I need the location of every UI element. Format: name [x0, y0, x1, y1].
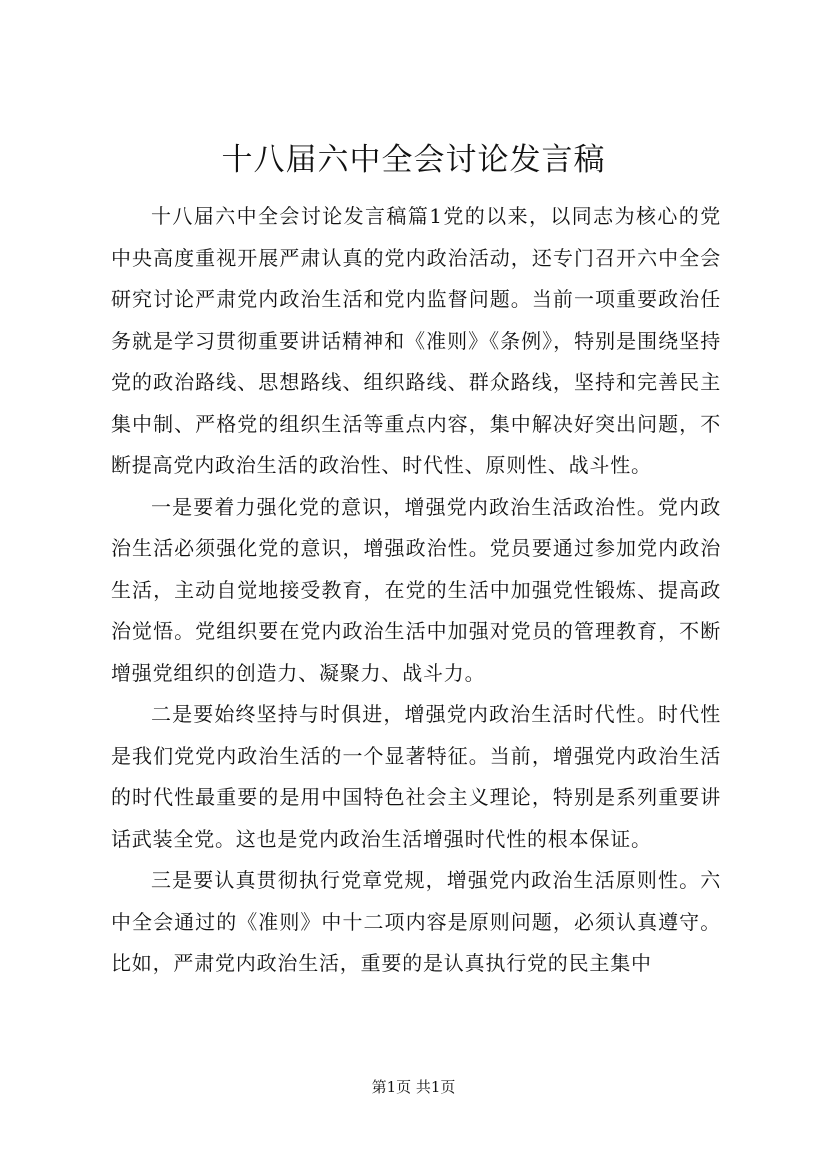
paragraph-3: 二是要始终坚持与时俱进，增强党内政治生活时代性。时代性是我们党党内政治生活的一个显著特征。当前，增强党内政治生活的时代性最重要的是用中国特色社会主义理论，特别是系列重要讲话武装全党。这也是党内政治生活增强时代性的根本保证。 — [111, 702, 721, 851]
paragraph-1: 十八届六中全会讨论发言稿篇1党的以来，以同志为核心的党中央高度重视开展严肃认真的党内政治活动，还专门召开六中全会研究讨论严肃党内政治生活和党内监督问题。当前一项重要政治任务就是学习贯彻重要讲话精神和《准则》《条例》，特别是围绕坚持党的政治路线、思想路线、组织路线、群众路线，坚持和完善民主集中制、严格党的组织生活等重点内容，集中解决好突出问题，不断提高党内政治生活的政治性、时代性、原则性、战斗性。 — [111, 204, 721, 477]
document-title: 十八届六中全会讨论发言稿 — [221, 142, 606, 178]
paragraph-2: 一是要着力强化党的意识，增强党内政治生活政治性。党内政治生活必须强化党的意识，增强政治性。党员要通过参加党内政治生活，主动自觉地接受教育，在党的生活中加强党性锻炼、提高政治觉悟。党组织要在党内政治生活中加强对党员的管理教育，不断增强党组织的创造力、凝聚力、战斗力。 — [111, 494, 721, 685]
document-body — [111, 196, 721, 985]
paragraph-4: 三是要认真贯彻执行党章党规，增强党内政治生活原则性。六中全会通过的《准则》中十二项内容是原则问题，必须认真遵守。比如，严肃党内政治生活，重要的是认真执行党的民主集中 — [111, 868, 721, 975]
page-number-footer: 第1页 共1页 — [371, 1078, 456, 1096]
